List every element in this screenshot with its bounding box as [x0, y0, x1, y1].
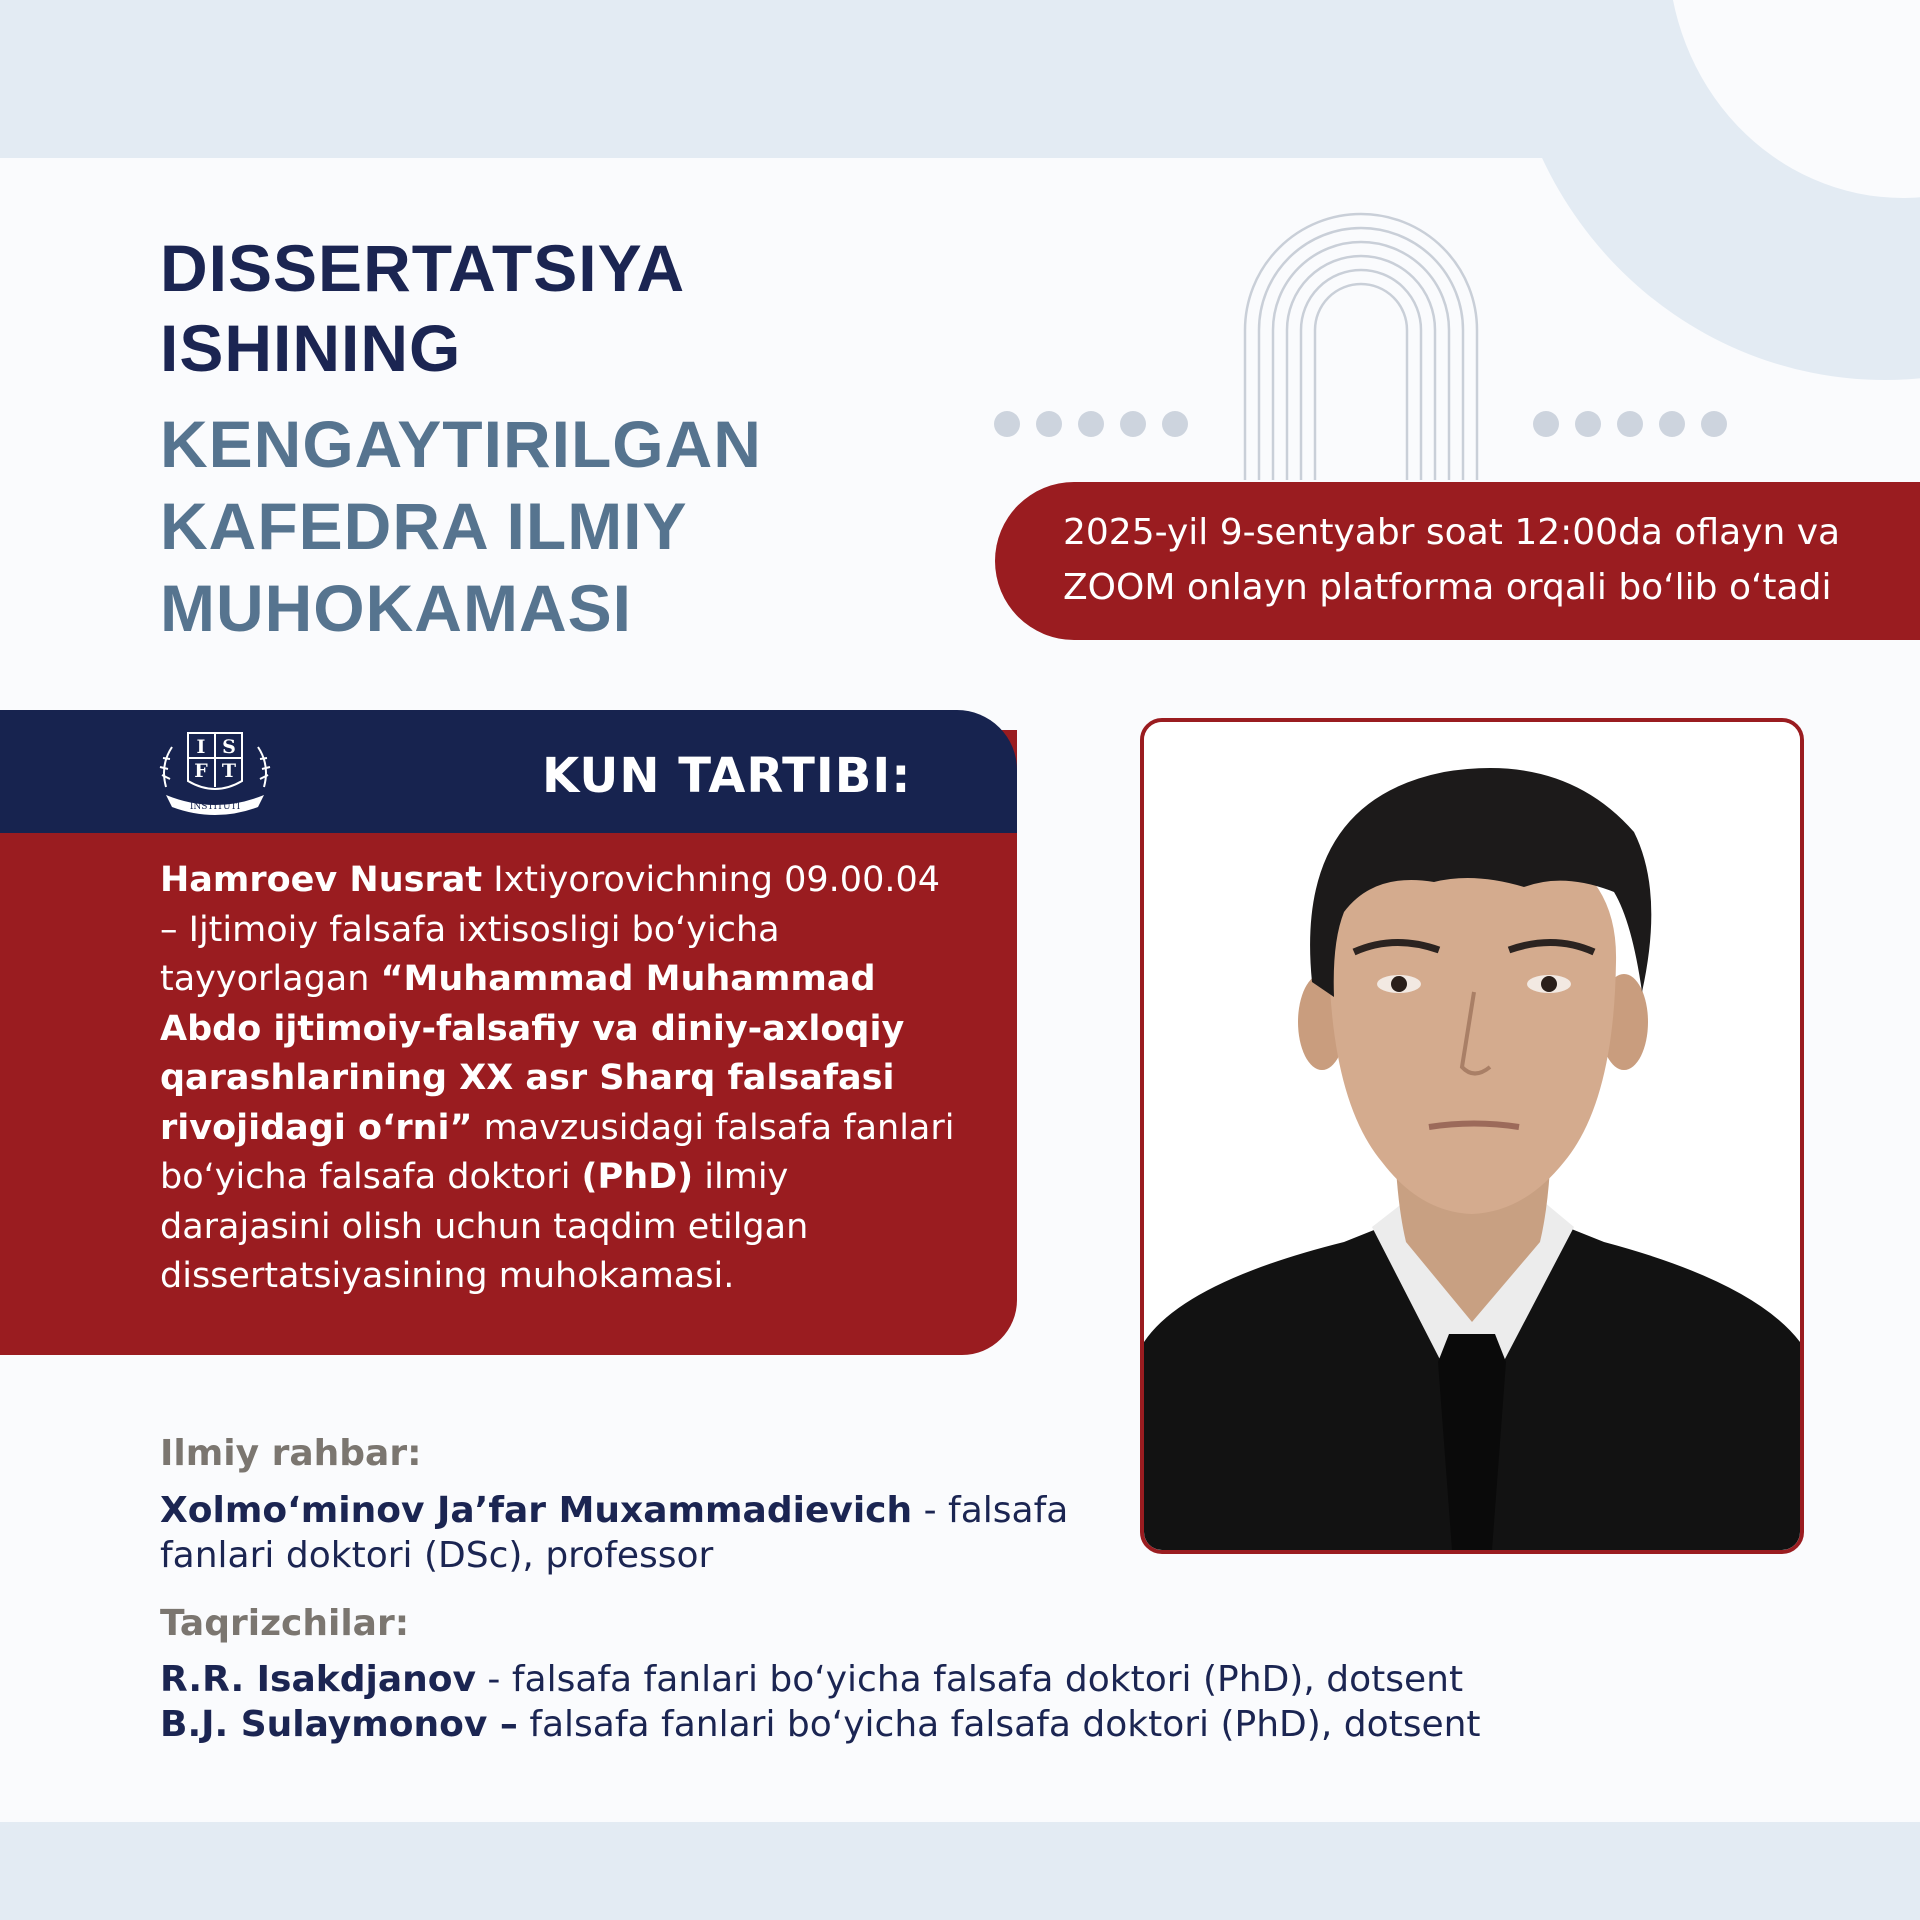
logo-letter-f: F — [194, 760, 208, 782]
agenda-text-part-3: ilmiy darajasini olish uchun taqdim etilgan dissertatsiyasining muhokamasi. — [160, 1157, 809, 1296]
agenda-description — [160, 856, 960, 1302]
reviewer-entry-1 — [160, 1657, 1800, 1702]
supervisor-label: Ilmiy rahbar: — [160, 1433, 422, 1474]
agenda-title: KUN TARTIBI: — [542, 748, 912, 804]
candidate-photo-frame — [1140, 718, 1804, 1554]
title-line-2: ISHINING — [160, 311, 462, 385]
agenda-text-part-1: Ixtiyorovichning 09.00.04 – Ijtimoiy falsafa ixtisosligi bo‘yicha tayyorlagan — [160, 860, 941, 999]
institute-logo — [158, 725, 272, 817]
logo-letter-i: I — [196, 736, 206, 758]
logo-letter-s: S — [222, 736, 236, 758]
dissertation-topic: “Muhammad Muhammad Abdo ijtimoiy-falsafiy va diniy-axloqiy qarashlarining XX asr Sharq falsafasi rivojidagi o‘rni” — [160, 959, 905, 1148]
reviewer-entry-2 — [160, 1702, 1800, 1747]
event-date-text — [1063, 505, 1903, 615]
candidate-name: Hamroev Nusrat — [160, 860, 483, 900]
reviewer-name: B.J. Sulaymonov – — [160, 1704, 518, 1745]
title-line-3: KENGAYTIRILGAN — [160, 407, 762, 481]
dots-left-decoration — [994, 411, 1188, 437]
event-line-1: 2025-yil 9-sentyabr soat 12:00da oflayn va — [1063, 512, 1841, 553]
title-line-1: DISSERTATSIYA — [160, 231, 686, 305]
reviewer-name: R.R. Isakdjanov — [160, 1659, 476, 1700]
degree-label: (PhD) — [581, 1157, 694, 1197]
reviewer-desc: - falsafa fanlari bo‘yicha falsafa doktori (PhD), dotsent — [475, 1659, 1464, 1700]
dots-right-decoration — [1533, 411, 1727, 437]
event-line-2: ZOOM onlayn platforma orqali bo‘lib o‘tadi — [1063, 567, 1832, 608]
supervisor-name: Xolmo‘minov Ja’far Muxammadievich — [160, 1490, 913, 1531]
agenda-text-part-2: mavzusidagi falsafa fanlari bo‘yicha falsafa doktori — [160, 1107, 955, 1197]
candidate-photo — [1144, 722, 1800, 1550]
reviewers-label: Taqrizchilar: — [160, 1603, 410, 1644]
reviewer-desc: falsafa fanlari bo‘yicha falsafa doktori (PhD), dotsent — [517, 1704, 1481, 1745]
bottom-band — [0, 1822, 1920, 1920]
title-line-5: MUHOKAMASI — [160, 571, 632, 645]
logo-letter-t: T — [221, 760, 237, 782]
supervisor-desc: - falsafa fanlari doktori (DSc), professor — [160, 1490, 1069, 1576]
logo-caption: INSTITUTI — [189, 802, 241, 812]
supervisor-entry — [160, 1488, 1120, 1578]
title-line-4: KAFEDRA ILMIY — [160, 489, 688, 563]
